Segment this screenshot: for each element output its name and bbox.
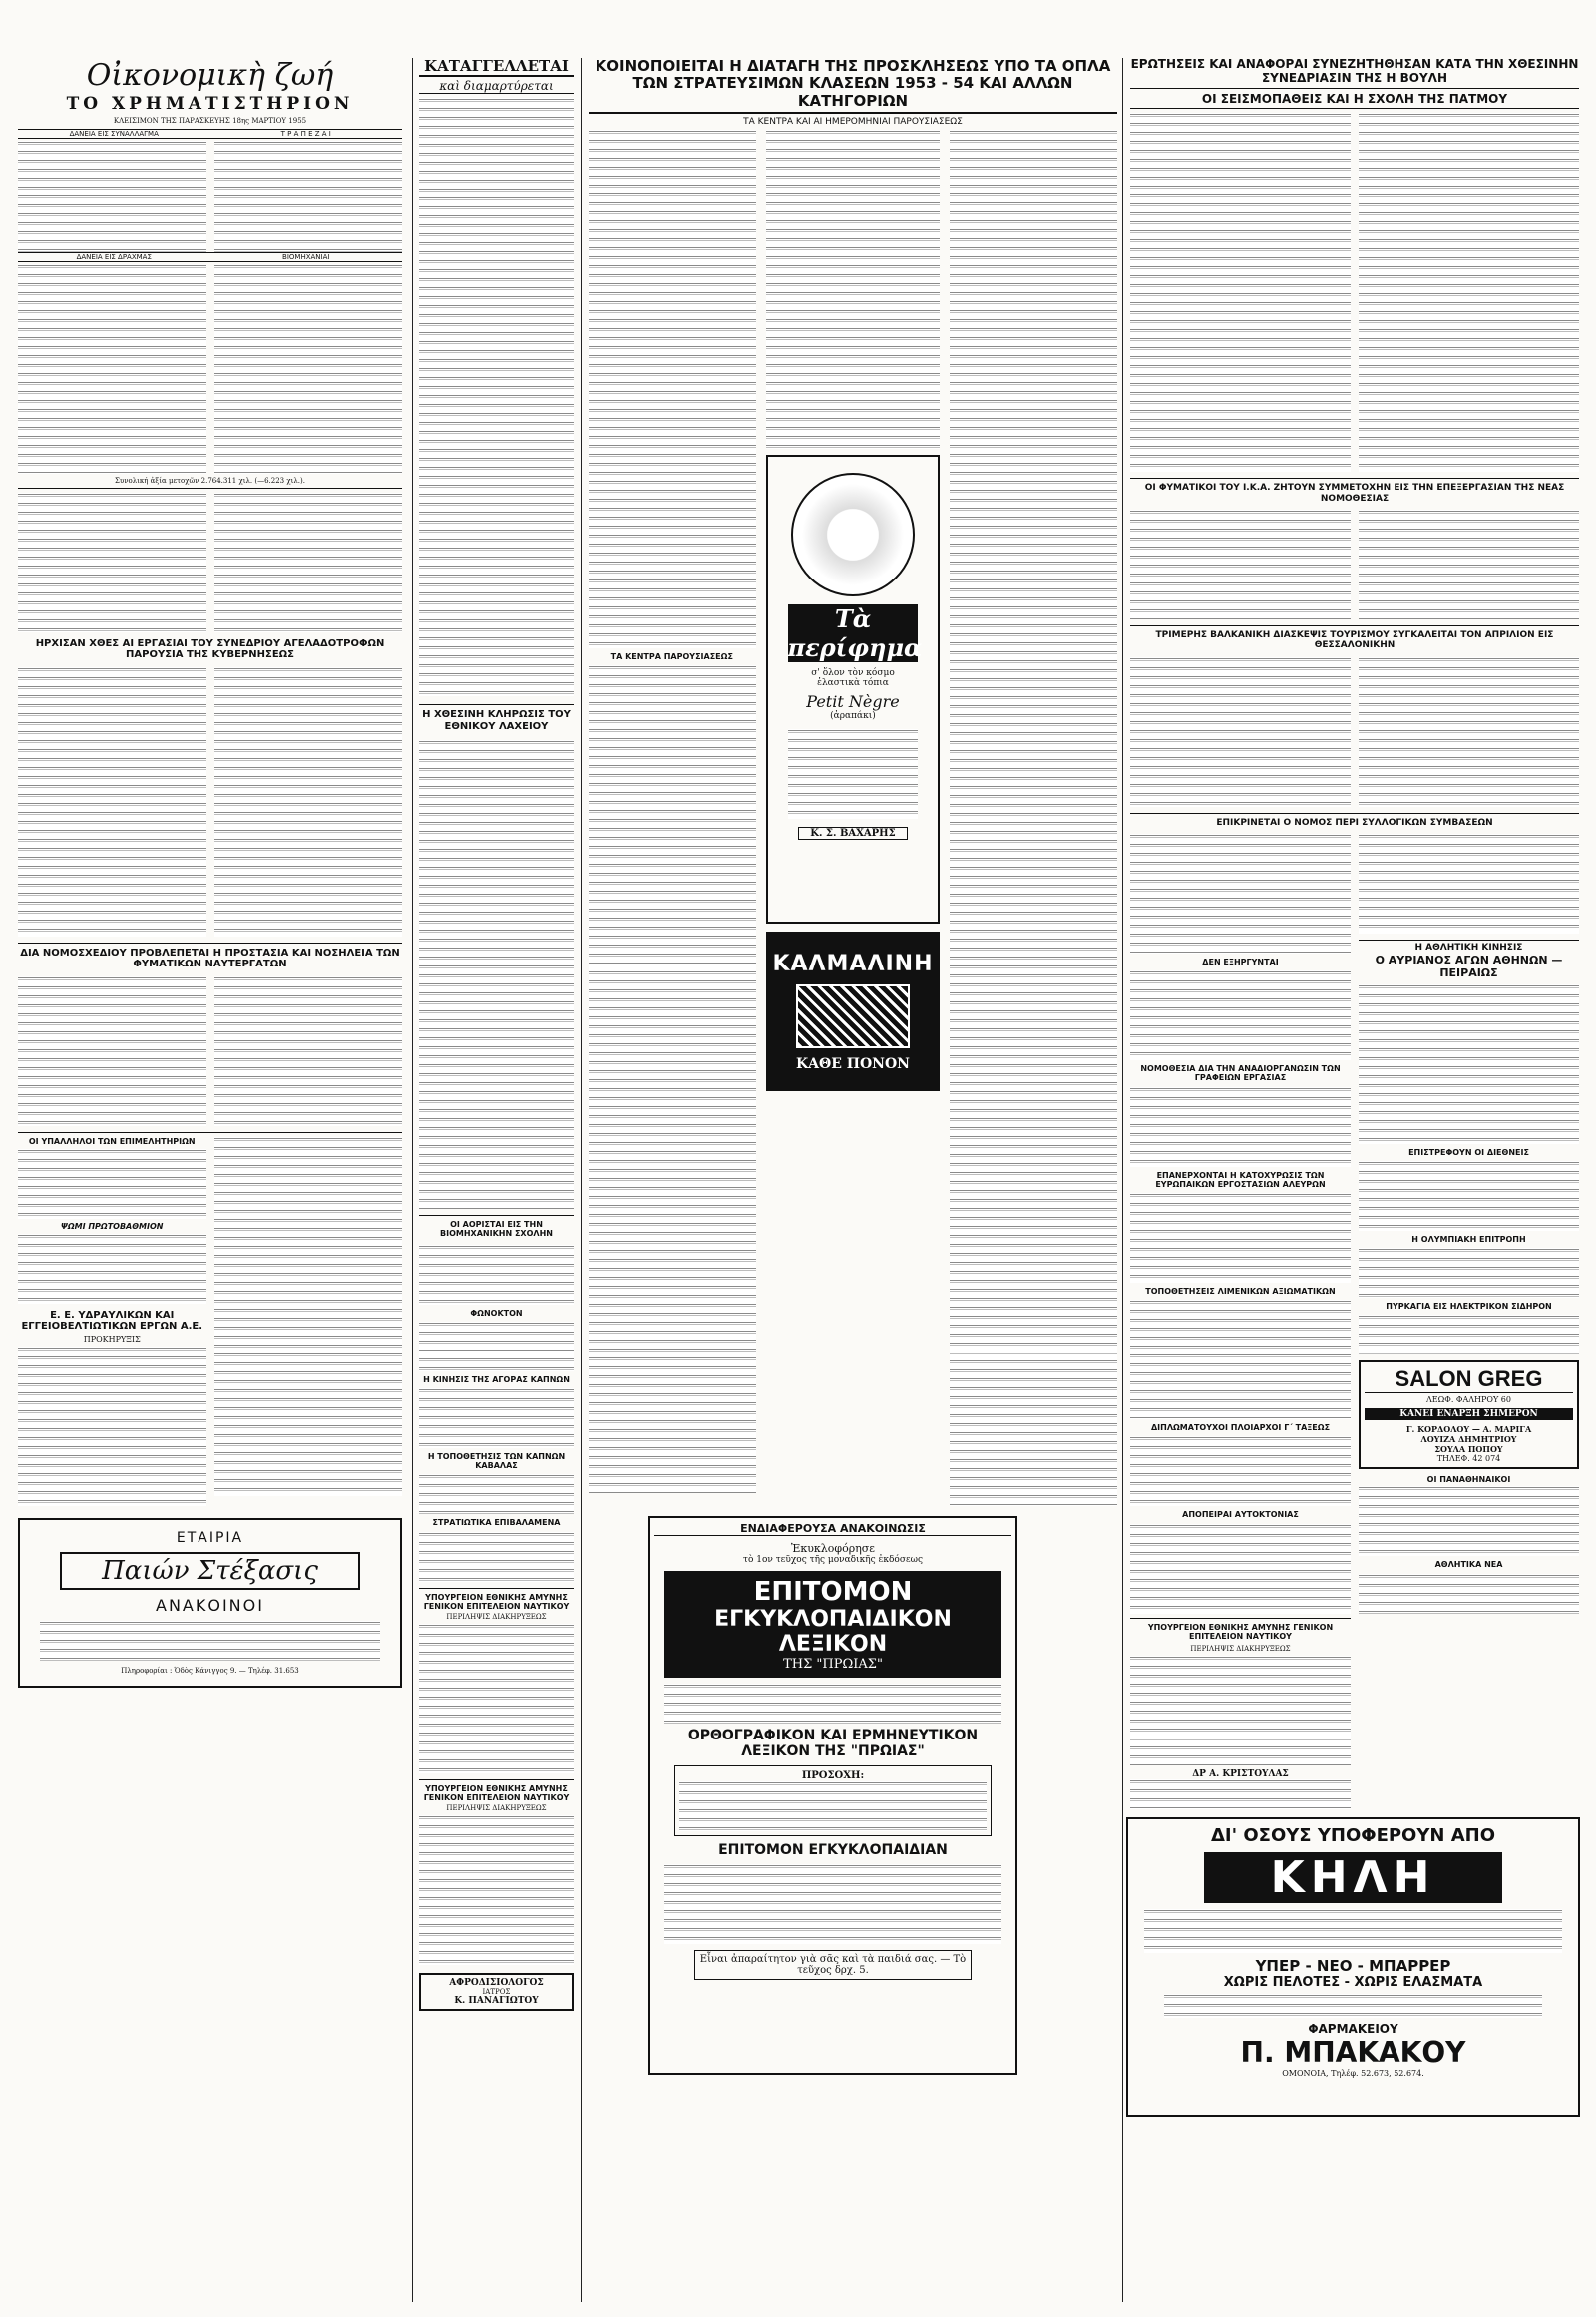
article-columns (589, 130, 1117, 1506)
advert-petit-negre (766, 455, 941, 924)
table-title: ΔΑΝΕΙΑ ΕΙΣ ΔΡΑΧΜΑΣ (76, 252, 152, 261)
advert-brand: ΚΑΛΜΑΛΙΝΗ (772, 951, 934, 976)
column-rule (412, 58, 413, 2302)
article-headline: ΚΟΙΝΟΠΟΙΕΙΤΑΙ Η ΔΙΑΤΑΓΗ ΤΗΣ ΠΡΟΣΚΛΗΣΕΩΣ ΥΠΟ ΤΑ ΟΠΛΑ ΤΩΝ ΣΤΡΑΤΕΥΣΙΜΩΝ ΚΛΑΣΕΩΝ 1953 - 54 ΚΑΙ ΑΛΛΩΝ ΚΑΤΗΓΟΡΙΩΝ (589, 58, 1117, 114)
advert-physician (419, 1973, 574, 2011)
article-headline: ΟΙ ΦΥΜΑΤΙΚΟΙ ΤΟΥ Ι.Κ.Α. ΖΗΤΟΥΝ ΣΥΜΜΕΤΟΧΗΝ ΕΙΣ ΤΗΝ ΕΠΕΞΕΡΓΑΣΙΑΝ ΤΗΣ ΝΕΑΣ ΝΟΜΟΘΕΣΙΑΣ (1130, 478, 1579, 504)
notice-headline: ΥΠΟΥΡΓΕΙΟΝ ΕΘΝΙΚΗΣ ΑΜΥΝΗΣ ΓΕΝΙΚΟΝ ΕΠΙΤΕΛΕΙΟΝ ΝΑΥΤΙΚΟΥ (419, 1588, 574, 1611)
article-headline: Ο ΑΥΡΙΑΝΟΣ ΑΓΩΝ ΑΘΗΝΩΝ — ΠΕΙΡΑΙΩΣ (1375, 954, 1563, 980)
column-economy (18, 58, 402, 1688)
article-headline: ΔΙΑ ΝΟΜΟΣΧΕΔΙΟΥ ΠΡΟΒΛΕΠΕΤΑΙ Η ΠΡΟΣΤΑΣΙΑ ΚΑΙ ΝΟΣΗΛΕΙΑ ΤΩΝ ΦΥΜΑΤΙΚΩΝ ΝΑΥΤΕΡΓΑΤΩΝ (18, 943, 402, 970)
advert-logo: Παιών Στέξασις (60, 1552, 360, 1590)
advert-label: ΠΡΟΣΟΧΗ: (801, 1769, 865, 1781)
section-subhead: ΤΟ ΧΡΗΜΑΤΙΣΤΗΡΙΟΝ (66, 94, 354, 114)
article-subhead: καὶ διαμαρτύρεται (419, 79, 574, 94)
advert-line: σ' ὅλον τὸν κόσμο (811, 667, 895, 678)
article-headline: ΕΡΩΤΗΣΕΙΣ ΚΑΙ ΑΝΑΦΟΡΑΙ ΣΥΝΕΖΗΤΗΘΗΣΑΝ ΚΑΤΑ ΤΗΝ ΧΘΕΣΙΝΗΝ ΣΥΝΕΔΡΙΑΣΙΝ ΤΗΣ Η ΒΟΥΛΗ (1130, 58, 1579, 89)
article-headline: ΔΙΠΛΩΜΑΤΟΥΧΟΙ ΠΛΟΙΑΡΧΟΙ Γ΄ ΤΑΞΕΩΣ (1150, 1423, 1331, 1433)
article-headline: ΠΥΡΚΑΓΙΑ ΕΙΣ ΗΛΕΚΤΡΙΚΟΝ ΣΙΔΗΡΟΝ (1386, 1302, 1552, 1312)
advert-brand: Petit Nègre (806, 691, 900, 711)
advert-line: (ἀραπάκι) (830, 710, 876, 721)
advert-title: ΤΗΣ "ΠΡΩΙΑΣ" (783, 1656, 883, 1672)
notice-subhead: ΠΕΡΙΛΗΨΙΣ ΔΙΑΚΗΡΥΞΕΩΣ (446, 1804, 547, 1813)
article-headline: ΚΑΤΑΓΓΕΛΛΕΤΑΙ (419, 58, 574, 77)
advert-title: ΔΙ' ΟΣΟΥΣ ΥΠΟΦΕΡΟΥΝ ΑΠΟ (1210, 1824, 1496, 1846)
advert-paion (18, 1518, 402, 1688)
advert-name: Κ. ΠΑΝΑΓΙΩΤΟΥ (454, 1996, 539, 2007)
advert-footer: Εἶναι ἀπαραίτητον γιὰ σᾶς καὶ τὰ παιδιά σας. — Τὸ τεῦχος δρχ. 5. (694, 1950, 972, 1980)
article-headline: Η ΚΙΝΗΣΙΣ ΤΗΣ ΑΓΟΡΑΣ ΚΑΠΝΩΝ (423, 1374, 570, 1384)
article-headline: Η ΟΛΥΜΠΙΑΚΗ ΕΠΙΤΡΟΠΗ (1411, 1234, 1526, 1244)
advert-line: Γ. ΚΟΡΔΟΛΟΥ — Α. ΜΑΡΙΓΑ (1405, 1424, 1532, 1435)
price-table (18, 141, 402, 252)
advert-address: Πληροφορίαι : Ὁδὸς Κάνιγγος 9. — Τηλέφ. 31.653 (121, 1666, 299, 1675)
doctor-name: ΔΡ Α. ΚΡΙΣΤΟΥΛΑΣ (1192, 1768, 1289, 1779)
price-table (18, 264, 402, 474)
article-headline: ΟΙ ΣΕΙΣΜΟΠΑΘΕΙΣ ΚΑΙ Η ΣΧΟΛΗ ΤΗΣ ΠΑΤΜΟΥ (1130, 93, 1579, 110)
section-title: Η ΑΘΛΗΤΙΚΗ ΚΙΝΗΣΙΣ (1359, 940, 1579, 953)
article-text (18, 488, 402, 632)
column-rule (581, 58, 582, 2302)
article-headline: ΑΘΛΗΤΙΚΑ ΝΕΑ (1434, 1560, 1503, 1570)
table-header-row (18, 252, 402, 262)
table-body (18, 141, 206, 252)
notice-subhead: ΠΡΟΚΗΡΥΞΙΣ (83, 1334, 141, 1344)
column-complaint (419, 58, 574, 2011)
table-header-row (18, 129, 402, 139)
article-headline: ΕΠΙΣΤΡΕΦΟΥΝ ΟΙ ΔΙΕΘΝΕΙΣ (1408, 1147, 1529, 1157)
article-headline: Η ΧΘΕΣΙΝΗ ΚΛΗΡΩΣΙΣ ΤΟΥ ΕΘΝΙΚΟΥ ΛΑΧΕΙΟΥ (419, 704, 574, 732)
advert-line: Ἐκυκλοφόρησε (790, 1541, 875, 1555)
article-headline: ΟΙ ΑΟΡΙΣΤΑΙ ΕΙΣ ΤΗΝ ΒΙΟΜΗΧΑΝΙΚΗΝ ΣΧΟΛΗΝ (419, 1215, 574, 1238)
table-title: Τ Ρ Α Π Ε Ζ Α Ι (280, 129, 331, 138)
article-headline: ΕΠΙΚΡΙΝΕΤΑΙ Ο ΝΟΜΟΣ ΠΕΡΙ ΣΥΛΛΟΓΙΚΩΝ ΣΥΜΒΑΣΕΩΝ (1130, 813, 1579, 828)
article-headline: ΤΡΙΜΕΡΗΣ ΒΑΛΚΑΝΙΚΗ ΔΙΑΣΚΕΨΙΣ ΤΟΥΡΙΣΜΟΥ ΣΥΓΚΑΛΕΙΤΑΙ ΤΟΝ ΑΠΡΙΛΙΟΝ ΕΙΣ ΘΕΣΣΑΛΟΝΙΚΗΝ (1130, 625, 1579, 651)
lottery-table (419, 740, 574, 1209)
article-text (18, 976, 402, 1126)
article-headline: ΨΩΜΙ ΠΡΩΤΟΒΑΘΜΙΟΝ (61, 1221, 164, 1231)
article-headline: ΔΕΝ ΕΞΗΡΓΥΝΤΑΙ (1202, 958, 1279, 967)
advert-brand: ΚΗΛΗ (1204, 1852, 1502, 1903)
article-headline: ΦΩΝΟΚΤΟΝ (470, 1308, 523, 1318)
advert-line: ΣΟΥΛΑ ΠΟΠΟΥ (1434, 1444, 1503, 1455)
table-body (214, 141, 403, 252)
advert-line: ΧΩΡΙΣ ΠΕΛΟΤΕΣ - ΧΩΡΙΣ ΕΛΑΣΜΑΤΑ (1223, 1974, 1483, 1990)
advert-line: τὸ 1ον τεῦχος τῆς μοναδικῆς ἐκδόσεως (742, 1554, 924, 1565)
advert-tel: ΤΗΛΕΦ. 42 074 (1436, 1454, 1501, 1464)
advert-line: ΛΟΥΙΖΑ ΔΗΜΗΤΡΙΟΥ (1420, 1434, 1517, 1445)
column-conscription (589, 58, 1117, 2075)
advert-title: ΑΦΡΟΔΙΣΙΟΛΟΓΟΣ (449, 1978, 544, 1989)
article-headline: Η ΤΟΠΟΘΕΤΗΣΙΣ ΤΩΝ ΚΑΠΝΩΝ ΚΑΒΑΛΑΣ (427, 1452, 566, 1471)
article-headline: ΣΤΡΑΤΙΩΤΙΚΑ ΕΠΙΒΑΛΑΜΕΝΑ (432, 1518, 561, 1528)
table-title: ΒΙΟΜΗΧΑΝΙΑΙ (282, 252, 330, 261)
dateline: ΚΛΕΙΣΙΜΟΝ ΤΗΣ ΠΑΡΑΣΚΕΥΗΣ 18ης ΜΑΡΤΙΟΥ 1955 (113, 116, 307, 125)
advert-header: ΕΝΔΙΑΦΕΡΟΥΣΑ ΑΝΑΚΟΙΝΩΣΙΣ (654, 1522, 1011, 1536)
article-row (18, 1132, 402, 1506)
advert-title: ΕΠΙΤΟΜΟΝ ΕΓΚΥΚΛΟΠΑΙΔΙΑΝ (718, 1841, 948, 1858)
advert-title: ΟΡΘΟΓΡΑΦΙΚΟΝ ΚΑΙ ΕΡΜΗΝΕΥΤΙΚΟΝ ΛΕΞΙΚΟΝ ΤΗΣ "ΠΡΩΙΑΣ" (687, 1727, 979, 1759)
advert-title: ΕΠΙΤΟΜΟΝ (753, 1576, 913, 1607)
product-box-icon (796, 984, 910, 1048)
article-text (18, 667, 402, 937)
article-subhead: ΤΑ ΚΕΝΤΡΑ ΚΑΙ ΑΙ ΗΜΕΡΟΜΗΝΙΑΙ ΠΑΡΟΥΣΙΑΣΕΩΣ (743, 116, 963, 127)
article-headline: ΤΟΠΟΘΕΤΗΣΕΙΣ ΛΙΜΕΝΙΚΩΝ ΑΞΙΩΜΑΤΙΚΩΝ (1145, 1287, 1336, 1297)
notice-subhead: ΠΕΡΙΛΗΨΙΣ ΔΙΑΚΗΡΥΞΕΩΣ (446, 1612, 547, 1621)
notice-subhead: ΠΕΡΙΛΗΨΙΣ ΔΙΑΚΗΡΥΞΕΩΣ (1190, 1644, 1291, 1653)
article-headline: ΗΡΧΙΣΑΝ ΧΘΕΣ ΑΙ ΕΡΓΑΣΙΑΙ ΤΟΥ ΣΥΝΕΔΡΙΟΥ ΑΓΕΛΑΔΟΤΡΟΦΩΝ ΠΑΡΟΥΣΙΑ ΤΗΣ ΚΥΒΕΡΝΗΣΕΩΣ (35, 637, 385, 661)
column-rule (1122, 58, 1123, 2302)
advert-title: ΕΓΚΥΚΛΟΠΑΙΔΙΚΟΝ ΛΕΞΙΚΟΝ (714, 1606, 952, 1657)
article-headline: ΤΑ ΚΕΝΤΡΑ ΠΑΡΟΥΣΙΑΣΕΩΣ (610, 651, 733, 661)
article-headline: ΝΟΜΟΘΕΣΙΑ ΔΙΑ ΤΗΝ ΑΝΑΔΙΟΡΓΑΝΩΣΙΝ ΤΩΝ ΓΡΑΦΕΙΩΝ ΕΡΓΑΣΙΑΣ (1140, 1064, 1341, 1083)
advert-title: Τὰ περίφημα (787, 603, 923, 662)
advert-address: ΟΜΟΝΟΙΑ, Τηλέφ. 52.673, 52.674. (1282, 2068, 1424, 2078)
advert-line: ἐλαστικὰ τόπια (817, 677, 889, 688)
article-text (419, 98, 574, 696)
table-body (214, 264, 403, 474)
advert-kalmalini (766, 932, 941, 1091)
column-parliament (1130, 58, 1579, 2117)
article-headline: ΟΙ ΠΑΝΑΘΗΝΑΙΚΟΙ (1426, 1475, 1511, 1485)
notice-headline: Ε. Ε. ΥΔΡΑΥΛΙΚΩΝ ΚΑΙ ΕΓΓΕΙΟΒΕΛΤΙΩΤΙΚΩΝ ΕΡΓΩΝ Α.Ε. (21, 1309, 203, 1333)
advert-name: Π. ΜΠΑΚΑΚΟΥ (1240, 2035, 1466, 2069)
section-masthead: Οἰκονομικὴ ζωή (86, 58, 334, 93)
advert-salon-greg (1359, 1360, 1579, 1469)
advert-shop: Κ. Σ. ΒΑΧΑΡΗΣ (798, 827, 909, 840)
article-headline: ΟΙ ΥΠΑΛΛΗΛΟΙ ΤΩΝ ΕΠΙΜΕΛΗΤΗΡΙΩΝ (28, 1136, 196, 1146)
globe-icon (791, 473, 915, 596)
advert-sub: ΙΑΤΡΟΣ (482, 1988, 511, 1997)
market-summary: Συνολική ἀξία μετοχῶν 2.764.311 χιλ. (—6.223 χιλ.). (115, 476, 305, 485)
advert-address: ΛΕΩΦ. ΦΑΛΗΡΟΥ 60 (1426, 1395, 1511, 1405)
advert-company: ΕΤΑΙΡΙΑ (176, 1529, 244, 1546)
advert-line: ΦΑΡΜΑΚΕΙΟΥ (1308, 2021, 1398, 2036)
notice-headline: ΥΠΟΥΡΓΕΙΟΝ ΕΘΝΙΚΗΣ ΑΜΥΝΗΣ ΓΕΝΙΚΟΝ ΕΠΙΤΕΛΕΙΟΝ ΝΑΥΤΙΚΟΥ (419, 1779, 574, 1802)
article-headline: ΕΠΑΝΕΡΧΟΝΤΑΙ Η ΚΑΤΟΧΥΡΩΣΙΣ ΤΩΝ ΕΥΡΩΠΑΙΚΩΝ ΕΡΓΟΣΤΑΣΙΩΝ ΑΛΕΥΡΩΝ (1155, 1170, 1326, 1189)
advert-title: ΑΝΑΚΟΙΝΟΙ (156, 1595, 264, 1615)
advert-encyclopedia (648, 1516, 1017, 2075)
advert-brand: SALON GREG (1365, 1366, 1573, 1393)
advert-kili (1126, 1817, 1580, 2117)
notice-headline: ΥΠΟΥΡΓΕΙΟΝ ΕΘΝΙΚΗΣ ΑΜΥΝΗΣ ΓΕΝΙΚΟΝ ΕΠΙΤΕΛΕΙΟΝ ΝΑΥΤΙΚΟΥ (1130, 1618, 1351, 1641)
advert-line: ΥΠΕΡ - ΝΕΟ - ΜΠΑΡΡΕΡ (1255, 1956, 1451, 1975)
advert-line: ΚΑΝΕΙ ΕΝΑΡΞΗ ΣΗΜΕΡΟΝ (1365, 1408, 1573, 1420)
table-body (18, 264, 206, 474)
table-title: ΔΑΝΕΙΑ ΕΙΣ ΣΥΝΑΛΛΑΓΜΑ (69, 129, 159, 138)
advert-slogan: ΚΑΘΕ ΠΟΝΟΝ (796, 1055, 910, 1072)
article-headline: ΑΠΟΠΕΙΡΑΙ ΑΥΤΟΚΤΟΝΙΑΣ (1182, 1510, 1299, 1520)
